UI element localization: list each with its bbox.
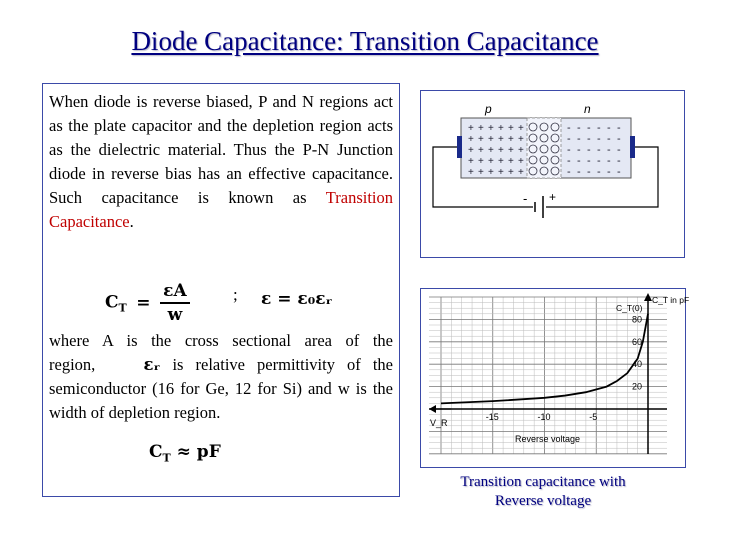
hole-plus: + — [508, 134, 514, 145]
x-axis-label: Reverse voltage — [515, 434, 581, 444]
electron-minus: - — [607, 133, 611, 145]
hole-plus: + — [468, 145, 474, 156]
epsilon-r-symbol: εᵣ — [143, 355, 161, 374]
hole-plus: + — [498, 123, 504, 134]
hole-plus: + — [468, 123, 474, 134]
hole-plus: + — [508, 123, 514, 134]
formula-lhs-sub: T — [118, 301, 127, 315]
n-label: n — [584, 102, 591, 116]
pn-junction-figure — [420, 90, 685, 258]
electron-minus: - — [577, 133, 581, 145]
electron-minus: - — [587, 155, 591, 167]
hole-plus: + — [488, 167, 494, 178]
hole-plus: + — [468, 167, 474, 178]
electron-minus: - — [567, 122, 571, 134]
electron-minus: - — [587, 144, 591, 156]
formula-denominator: w — [167, 305, 183, 325]
hole-plus: + — [478, 123, 484, 134]
electron-minus: - — [607, 155, 611, 167]
formula-fraction — [160, 280, 190, 326]
definition-text-1: where A is the cross sectional area of the region, — [49, 331, 393, 374]
intro-text: When diode is reverse biased, P and N regions act as the plate capacitor and the depletion region acts as the dielectric material. Thus the P-N Junction diode in reverse bias has an effective capacitance. Such capacitance is known as — [49, 92, 393, 207]
y-tick-label: 80 — [632, 314, 643, 325]
figure-caption — [430, 473, 656, 511]
electron-minus: - — [597, 166, 601, 178]
electron-minus: - — [617, 166, 621, 178]
highlight-term: Transition Capacitance — [49, 188, 393, 231]
electron-minus: - — [597, 133, 601, 145]
hole-plus: + — [468, 134, 474, 145]
intro-paragraph — [49, 90, 393, 234]
hole-plus: + — [508, 156, 514, 167]
approx-lhs-sub: T — [162, 451, 171, 465]
x-tick-label: -10 — [537, 412, 551, 422]
caption-line-2: Reverse voltage — [494, 493, 592, 509]
hole-plus: + — [518, 145, 524, 156]
electron-minus: - — [567, 144, 571, 156]
formula-separator: ; — [233, 285, 238, 304]
hole-plus: + — [518, 167, 524, 178]
ct0-annotation: C_T(0) — [616, 303, 643, 313]
electron-minus: - — [567, 133, 571, 145]
pn-junction-diagram — [421, 91, 684, 257]
x-axis-arrowhead — [429, 405, 436, 413]
electron-minus: - — [617, 144, 621, 156]
intro-end: . — [129, 212, 134, 231]
electron-minus: - — [597, 155, 601, 167]
y-axis-label: C_T in pF — [652, 295, 690, 305]
x-tick-label: -15 — [485, 412, 499, 422]
hole-plus: + — [488, 123, 494, 134]
electron-minus: - — [617, 155, 621, 167]
hole-plus: + — [478, 167, 484, 178]
electron-minus: - — [587, 133, 591, 145]
x-tick-labels — [486, 412, 598, 422]
electron-minus: - — [607, 166, 611, 178]
hole-plus: + — [478, 134, 484, 145]
hole-plus: + — [518, 134, 524, 145]
hole-plus: + — [468, 156, 474, 167]
electron-minus: - — [567, 166, 571, 178]
y-tick-label: 40 — [632, 359, 643, 370]
battery-minus-label: - — [523, 191, 528, 206]
text-panel — [42, 83, 400, 497]
p-label: p — [485, 102, 492, 116]
battery-plus-label: + — [549, 190, 557, 204]
electron-minus: - — [577, 166, 581, 178]
hole-plus: + — [488, 156, 494, 167]
hole-plus: + — [488, 145, 494, 156]
hole-plus: + — [498, 167, 504, 178]
electron-minus: - — [587, 122, 591, 134]
electron-minus: - — [617, 122, 621, 134]
slide-title: Diode Capacitance: Transition Capacitance — [131, 26, 599, 56]
capacitance-graph — [420, 288, 690, 468]
hole-plus: + — [518, 156, 524, 167]
x-tick-label: -5 — [589, 412, 598, 422]
hole-plus: + — [508, 145, 514, 156]
p-contact — [457, 136, 462, 158]
definition-paragraph — [49, 329, 393, 425]
approx-formula — [149, 442, 221, 464]
electron-minus: - — [587, 166, 591, 178]
formula-lhs: C — [105, 292, 119, 313]
permittivity-formula: ε = ε₀εᵣ — [261, 289, 333, 309]
hole-plus: + — [498, 145, 504, 156]
electron-minus: - — [617, 133, 621, 145]
electron-minus: - — [577, 122, 581, 134]
formula-equals: = — [136, 292, 151, 313]
vr-axis-label: V_R — [430, 418, 448, 428]
electron-minus: - — [597, 122, 601, 134]
hole-plus: + — [488, 134, 494, 145]
hole-plus: + — [478, 145, 484, 156]
y-tick-label: 60 — [632, 336, 643, 347]
approx-lhs: C — [149, 442, 163, 462]
caption-line-1: Transition capacitance with — [460, 474, 626, 490]
electron-minus: - — [577, 155, 581, 167]
hole-plus: + — [508, 167, 514, 178]
approx-rhs: ≈ pF — [176, 442, 221, 462]
transition-capacitance-chart — [421, 289, 690, 467]
n-contact — [630, 136, 635, 158]
y-tick-label: 20 — [632, 381, 643, 392]
electron-minus: - — [597, 144, 601, 156]
capacitance-formula — [105, 280, 190, 326]
hole-plus: + — [518, 123, 524, 134]
electron-minus: - — [607, 122, 611, 134]
hole-plus: + — [498, 156, 504, 167]
electron-minus: - — [567, 155, 571, 167]
hole-plus: + — [478, 156, 484, 167]
hole-plus: + — [498, 134, 504, 145]
electron-minus: - — [607, 144, 611, 156]
electron-minus: - — [577, 144, 581, 156]
formula-numerator: εA — [160, 280, 190, 304]
definition-text-2: is relative permittivity of the semiconductor (16 for Ge, 12 for Si) and w is the width of depletion region. — [49, 355, 393, 422]
